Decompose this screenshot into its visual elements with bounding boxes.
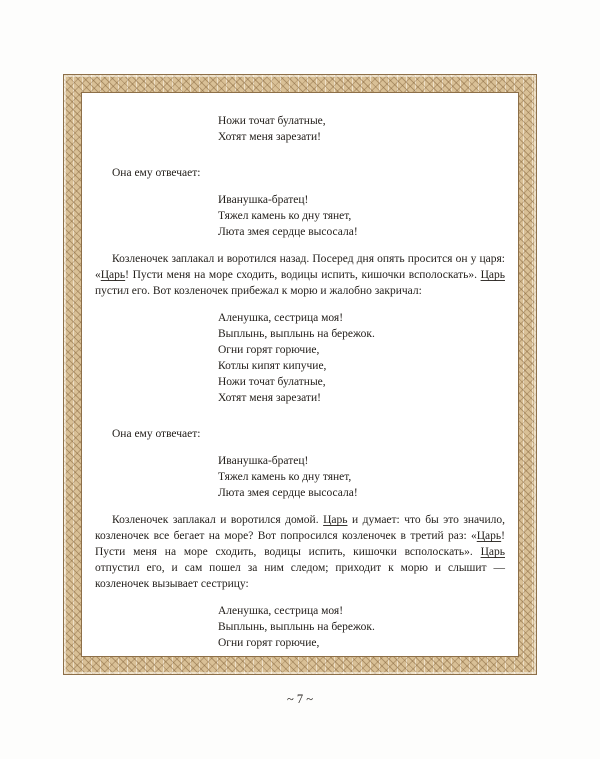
verse-line: Тяжел камень ко дну тянет, (218, 210, 352, 222)
verse-line: Иванушка-братец! (218, 194, 309, 206)
underlined-word: Царь (476, 530, 502, 542)
verse-line: Тяжел камень ко дну тянет, (218, 471, 352, 483)
verse-stanza (218, 310, 505, 406)
underlined-word: Царь (100, 269, 126, 281)
verse-line: Котлы кипят кипучие, (218, 360, 327, 372)
verse-line: Хотят меня зарезати! (218, 131, 321, 143)
verse-line: Иванушка-братец! (218, 455, 309, 467)
text-segment: ! Пусти меня на море сходить, водицы испить, кишочки всполоскать». (95, 530, 505, 558)
verse-line: Аленушка, сестрица моя! (218, 605, 344, 617)
story-paragraph (95, 512, 505, 592)
text-segment: и думает: что бы это значило, козленочек все бегает на море? Вот попросился козленочек в третий раз: « (95, 514, 505, 542)
story-paragraph (95, 251, 505, 299)
verse-stanza (218, 192, 505, 240)
verse-line: Ножи точат булатные, (218, 115, 326, 127)
verse-line: Люта змея сердце высосала! (218, 226, 358, 238)
verse-stanza (218, 113, 505, 145)
verse-line: Огни горят горючие, (218, 344, 320, 356)
page-number: ~ 7 ~ (286, 692, 314, 706)
underlined-word: Царь (323, 514, 348, 526)
verse-line: Люта змея сердце высосала! (218, 487, 358, 499)
underlined-word: Царь (480, 269, 505, 281)
text-segment: пустил его. Вот козленочек прибежал к морю и жалобно закричал: (95, 285, 422, 297)
narration-line: Она ему отвечает: (112, 428, 201, 440)
verse-line: Огни горят горючие, (218, 637, 320, 649)
verse-line: Хотят меня зарезати! (218, 392, 321, 404)
text-segment: ! Пусти меня на море сходить, водицы испить, кишочки всполоскать». (125, 269, 481, 281)
verse-stanza (218, 603, 505, 651)
underlined-word: Царь (480, 546, 505, 558)
verse-line: Выплынь, выплынь на бережок. (218, 328, 375, 340)
page-content (81, 92, 519, 657)
decorative-border (63, 74, 537, 675)
verse-stanza (218, 453, 505, 501)
text-segment: Козленочек заплакал и воротился домой. (112, 514, 324, 526)
verse-line: Аленушка, сестрица моя! (218, 312, 344, 324)
text-segment: отпустил его, и сам пошел за ним следом; приходит к морю и слышит — козленочек вызывает сестрицу: (95, 562, 505, 590)
verse-line: Выплынь, выплынь на бережок. (218, 621, 375, 633)
narration-line: Она ему отвечает: (112, 167, 201, 179)
verse-line: Ножи точат булатные, (218, 376, 326, 388)
text-segment: Козленочек заплакал и воротился назад. Посеред дня опять просится он у царя: « (95, 253, 505, 281)
